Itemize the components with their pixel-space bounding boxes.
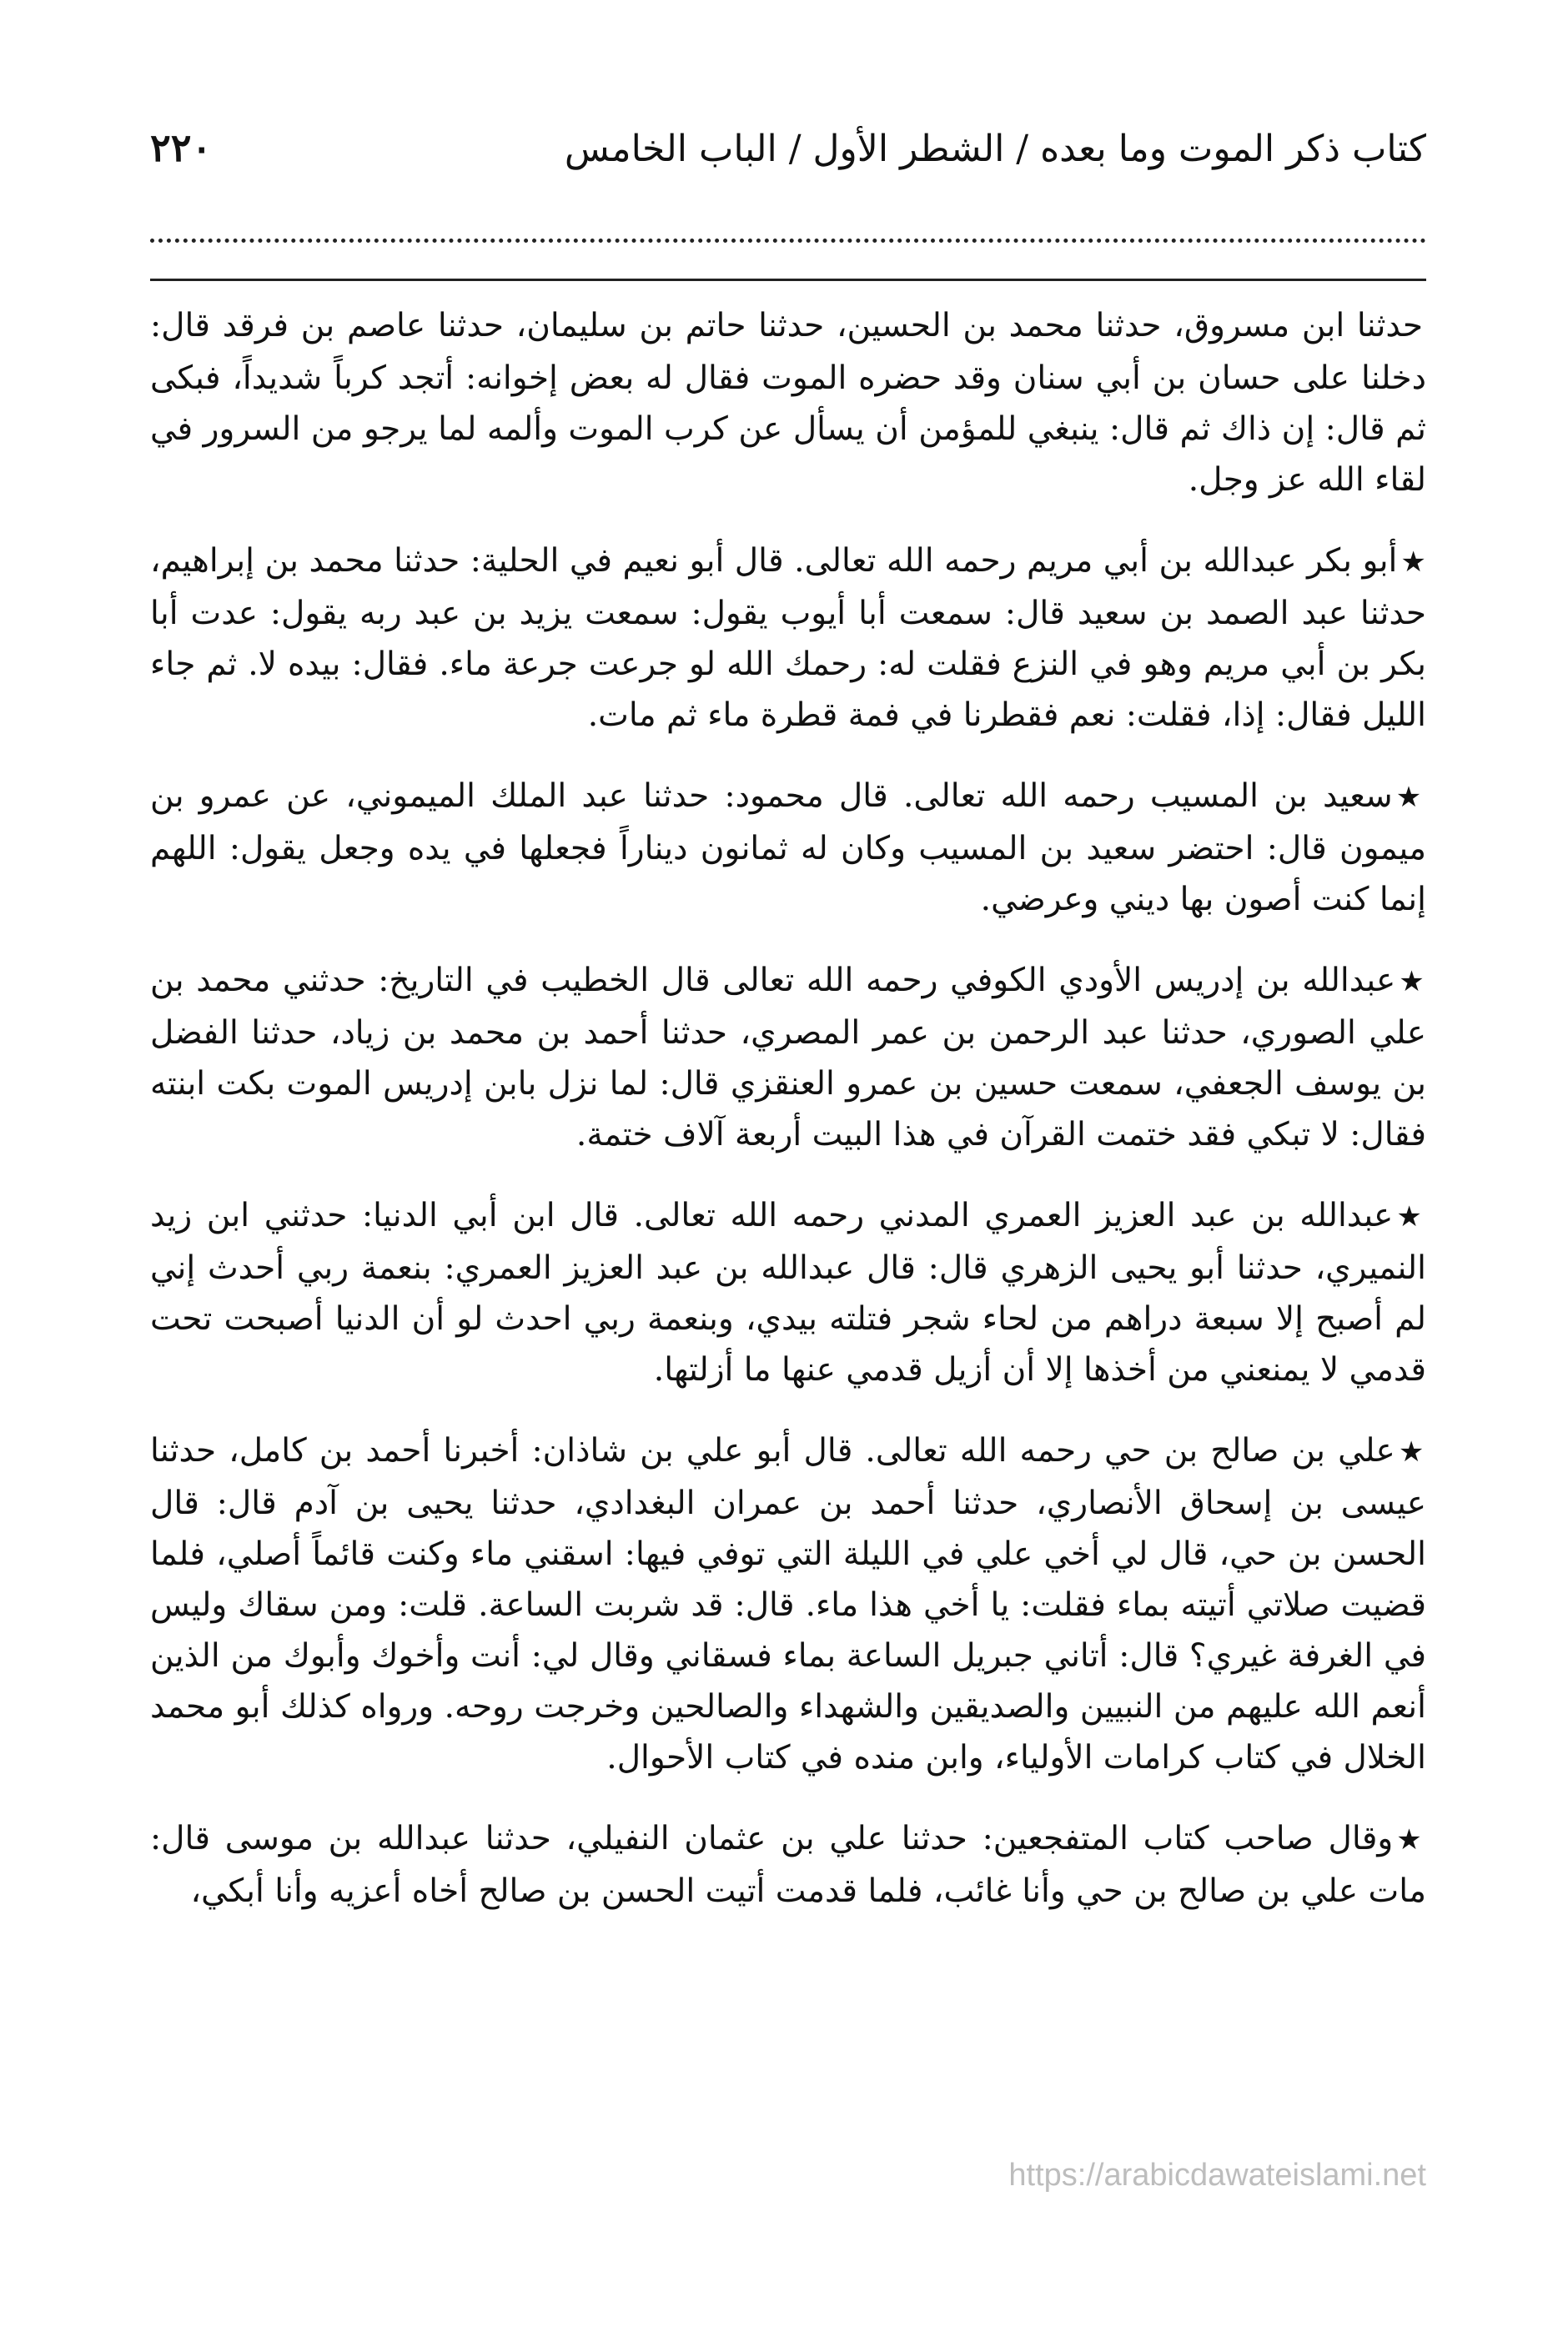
paragraph-text: سعيد بن المسيب رحمه الله تعالى. قال محمود: حدثنا عبد الملك الميموني، عن عمرو بن ميمون قال: احتضر سعيد بن المسيب وكان له ثمانون ديناراً فجعلها في يده وجعل يقول: اللهم إنما كنت أصون بها ديني وعرضي. xyxy=(150,777,1426,918)
header-rule xyxy=(150,279,1426,281)
paragraph-text: علي بن صالح بن حي رحمه الله تعالى. قال أبو علي بن شاذان: أخبرنا أحمد بن كامل، حدثنا عيسى بن إسحاق الأنصاري، حدثنا أحمد بن عمران البغدادي، حدثنا يحيى بن آدم قال: قال الحسن بن حي، قال لي أخي علي في الليلة التي توفي فيها: اسقني ماء وكنت قائماً أصلي، فلما قضيت صلاتي أتيته بماء فقلت: يا أخي هذا ماء. قال: قد شربت الساعة. قلت: ومن سقاك وليس في الغرفة غيري؟ قال: أتاني جبريل الساعة بماء فسقاني وقال لي: أنت وأخوك وأبوك من الذين أنعم الله عليهم من النبيين والصديقين والشهداء والصالحين وخرجت روحه. ورواه كذلك أبو محمد الخلال في كتاب كرامات الأولياء، وابن منده في كتاب الأحوال. xyxy=(150,1432,1426,1777)
star-marker: ★ xyxy=(1400,545,1426,579)
dotted-divider xyxy=(150,239,1426,243)
paragraph-hassan-bin-abi-sinan xyxy=(150,300,1426,505)
paragraph-abdullah-al-umari xyxy=(150,1190,1426,1395)
star-marker: ★ xyxy=(1398,1435,1426,1469)
star-marker: ★ xyxy=(1399,965,1426,998)
watermark-url: https://arabicdawateislami.net xyxy=(1008,2158,1426,2193)
body-text xyxy=(150,300,1426,2224)
paragraph-text: أبو بكر عبدالله بن أبي مريم رحمه الله تعالى. قال أبو نعيم في الحلية: حدثنا محمد بن إبراهيم، حدثنا عبد الصمد بن سعيد قال: سمعت أبا أيوب يقول: سمعت يزيد بن عبد ربه يقول: عدت أبا بكر بن أبي مريم وهو في النزع فقلت له: رحمك الله لو جرعت جرعة ماء. فقال: بيده لا. ثم جاء الليل فقال: إذا، فقلت: نعم فقطرنا في فمة قطرة ماء ثم مات. xyxy=(150,542,1426,734)
paragraph-abdullah-bin-idris xyxy=(150,955,1426,1160)
star-marker: ★ xyxy=(1395,781,1426,814)
paragraph-abu-bakr-bin-abi-maryam xyxy=(150,535,1426,741)
running-title: كتاب ذكر الموت وما بعده / الشطر الأول / الباب الخامس xyxy=(564,128,1426,170)
page-number: ٢٢٠ xyxy=(150,125,213,170)
paragraph-text: حدثنا ابن مسروق، حدثنا محمد بن الحسين، حدثنا حاتم بن سليمان، حدثنا عاصم بن فرقد قال: دخلنا على حسان بن أبي سنان وقد حضره الموت فقال له بعض إخوانه: أتجد كرباً شديداً، فبكى ثم قال: إن ذاك ثم قال: ينبغي للمؤمن أن يسأل عن كرب الموت وألمه لما يرجو من السرور في لقاء الله عز وجل. xyxy=(150,307,1426,499)
star-marker: ★ xyxy=(1396,1200,1426,1234)
page-header xyxy=(150,125,1426,192)
paragraph-text: عبدالله بن إدريس الأودي الكوفي رحمه الله تعالى قال الخطيب في التاريخ: حدثني محمد بن علي الصوري، حدثنا عبد الرحمن بن عمر المصري، حدثنا أحمد بن محمد بن زياد، حدثنا الفضل بن يوسف الجعفي، سمعت حسين بن عمرو العنقزي قال: لما نزل بابن إدريس الموت بكت ابنته فقال: لا تبكي فقد ختمت القرآن في هذا البيت أربعة آلاف ختمة. xyxy=(150,962,1426,1153)
paragraph-text: وقال صاحب كتاب المتفجعين: حدثنا علي بن عثمان النفيلي، حدثنا عبدالله بن موسى قال: مات علي بن صالح بن حي وأنا غائب، فلما قدمت أتيت الحسن بن صالح أخاه أعزيه وأنا أبكي، xyxy=(150,1820,1426,1910)
star-marker: ★ xyxy=(1396,1823,1426,1857)
paragraph-ali-bin-salih xyxy=(150,1425,1426,1783)
paragraph-al-mutafajjiin xyxy=(150,1813,1426,1917)
paragraph-said-bin-al-musayyib xyxy=(150,771,1426,925)
paragraph-text: عبدالله بن عبد العزيز العمري المدني رحمه الله تعالى. قال ابن أبي الدنيا: حدثني ابن زيد النميري، حدثنا أبو يحيى الزهري قال: قال عبدالله بن عبد العزيز العمري: بنعمة ربي أحدث إني لم أصبح إلا سبعة دراهم من لحاء شجر فتلته بيدي، وبنعمة ربي احدث لو أن الدنيا أصبحت تحت قدمي لا يمنعني من أخذها إلا أن أزيل قدمي عنها ما أزلتها. xyxy=(150,1197,1426,1389)
